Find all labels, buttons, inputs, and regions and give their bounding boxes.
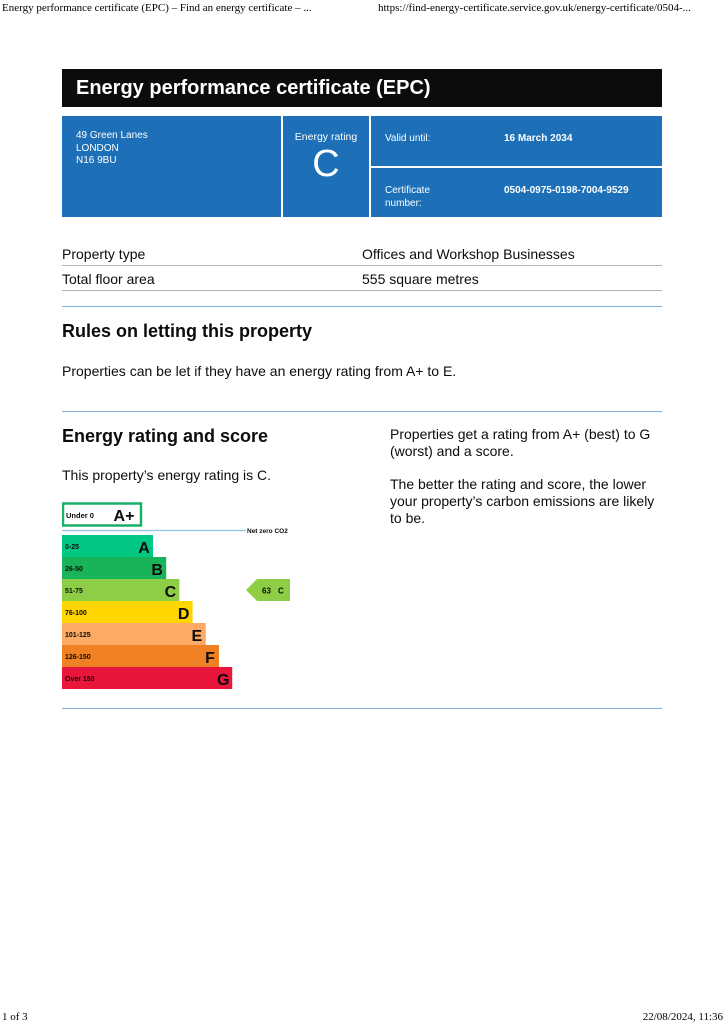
valid-until-value: 16 March 2034	[504, 133, 573, 144]
band-c-range: 51-75	[65, 588, 83, 595]
property-summary-list	[62, 241, 662, 291]
summary-key: Property type	[62, 246, 146, 262]
address-line-3: N16 9BU	[76, 155, 117, 166]
band-f-letter: F	[205, 650, 215, 667]
address-line-2: LONDON	[76, 142, 119, 154]
band-a-range: 0-25	[65, 544, 80, 551]
summary-value: Offices and Workshop Businesses	[362, 246, 575, 262]
band-b-letter: B	[151, 562, 163, 579]
explain-line: to be.	[390, 510, 426, 526]
section-divider	[62, 708, 662, 709]
energy-rating-label: Energy rating	[294, 131, 358, 143]
section-divider	[62, 411, 662, 412]
band-d-range: 76-100	[65, 610, 87, 617]
explain-line: (worst) and a score.	[390, 443, 514, 459]
energy-rating-chart-svg	[62, 502, 302, 692]
energy-rating-chart	[62, 502, 302, 692]
letting-text: Properties can be let if they have an energy rating from A+ to E.	[62, 363, 457, 379]
property-address	[62, 116, 281, 217]
explain-line: Properties get a rating from A+ (best) to G	[390, 426, 651, 442]
epc-summary-panel	[62, 116, 662, 217]
band-g-letter: G	[216, 672, 230, 689]
explain-line: The better the rating and score, the lower	[390, 476, 647, 492]
valid-until-label: Valid until:	[385, 133, 431, 144]
band-g-range: Over 150	[65, 676, 95, 683]
summary-row-property-type	[62, 241, 662, 266]
band-b-range: 26-50	[65, 566, 83, 573]
explain-line: your property’s carbon emissions are likely	[390, 493, 655, 509]
summary-value: 555 square metres	[362, 271, 479, 287]
valid-until-box	[371, 116, 662, 166]
band-c-letter: C	[164, 584, 177, 601]
band-d-letter: D	[177, 606, 190, 623]
certificate-label-line-2: number:	[385, 197, 422, 209]
band-f-range: 126-150	[65, 654, 91, 661]
certificate-label-line-1: Certificate	[385, 185, 431, 196]
page-number: 1 of 3	[2, 1011, 28, 1023]
current-rating-letter: C	[278, 586, 284, 596]
energy-rating-box	[283, 116, 369, 217]
address-line-1: 49 Green Lanes	[76, 130, 148, 141]
energy-heading: Energy rating and score	[62, 426, 269, 446]
band-e-range: 101-125	[65, 632, 91, 639]
print-header-title: Energy performance certificate (EPC) – Find an energy certificate – ...	[2, 2, 312, 14]
band-aplus-range: Under 0	[66, 511, 94, 520]
print-header	[0, 2, 725, 16]
summary-key: Total floor area	[62, 271, 155, 287]
certificate-number-box	[371, 168, 662, 217]
page-title: Energy performance certificate (EPC)	[62, 69, 662, 107]
net-zero-label: Net zero CO2	[247, 528, 288, 535]
summary-row-floor-area	[62, 266, 662, 291]
energy-current-text: This property’s energy rating is C.	[62, 467, 272, 483]
band-e-letter: E	[191, 628, 203, 645]
section-divider	[62, 306, 662, 307]
current-rating-score: 63	[262, 586, 271, 596]
letting-heading: Rules on letting this property	[62, 321, 313, 341]
energy-explanation	[390, 426, 662, 527]
certificate-number-label	[385, 185, 430, 210]
band-a-letter: A	[138, 540, 150, 557]
band-aplus-letter: A+	[113, 508, 135, 525]
print-header-url: https://find-energy-certificate.service.gov.uk/energy-certificate/0504-...	[378, 2, 691, 14]
certificate-number-value: 0504-0975-0198-7004-9529	[504, 185, 629, 196]
energy-rating-value: C	[312, 143, 340, 185]
print-footer	[0, 1011, 725, 1024]
print-datetime: 22/08/2024, 11:36	[642, 1011, 723, 1023]
